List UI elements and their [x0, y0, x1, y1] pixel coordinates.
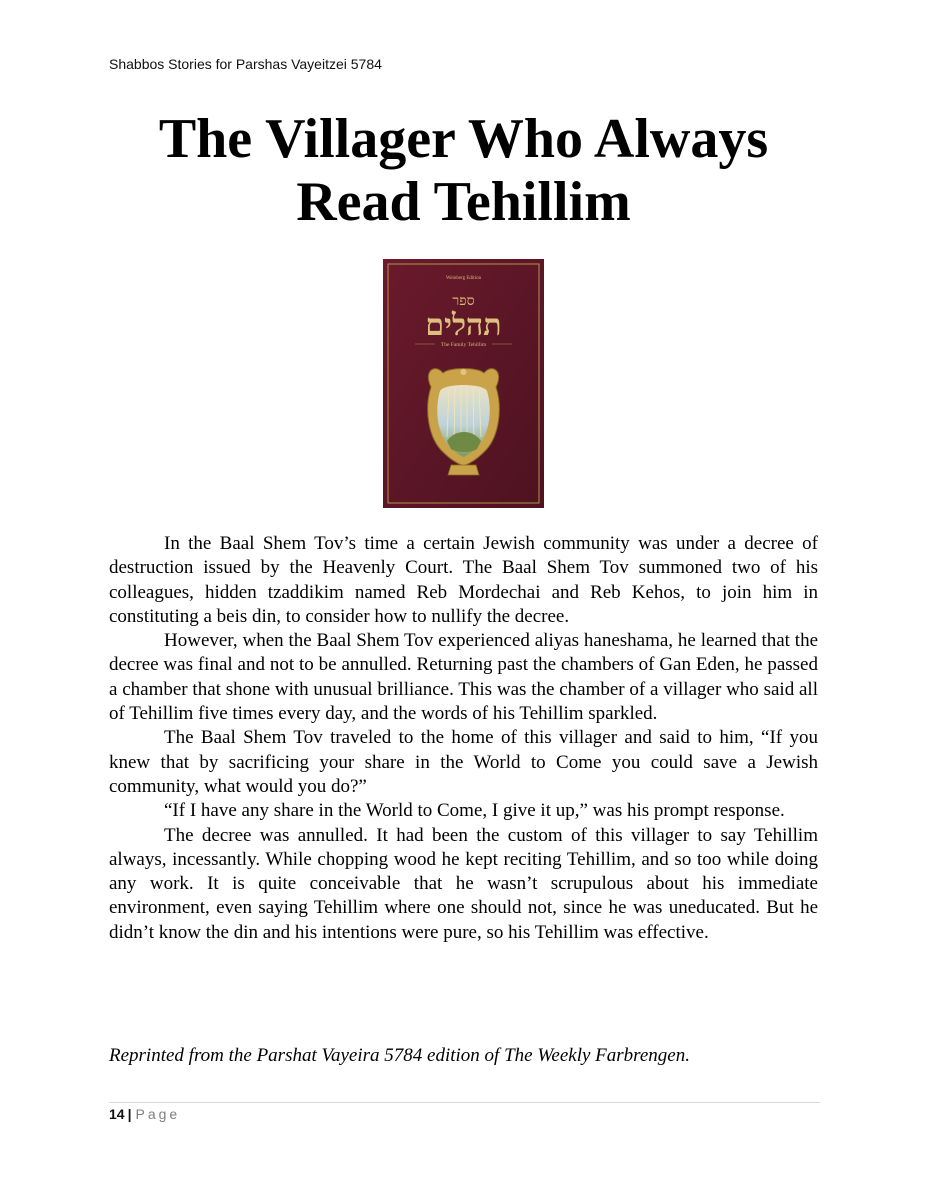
article-body — [109, 532, 818, 945]
footer-divider — [109, 1102, 820, 1103]
cover-hebrew-small: ספר — [452, 293, 475, 309]
cover-subtitle: The Family Tehillim — [440, 342, 487, 348]
article-title — [0, 108, 927, 234]
footer-separator: | — [127, 1106, 132, 1122]
page-footer — [109, 1106, 180, 1122]
page-header: Shabbos Stories for Parshas Vayeitzei 5784 — [109, 56, 382, 72]
body-paragraph: However, when the Baal Shem Tov experienced aliyas haneshama, he learned that the decree was final and not to be annulled. Returning past the chambers of Gan Eden, he passed a chamber that shone with unusual brilliance. This was the chamber of a villager who said all of Tehillim five times every day, and the words of his Tehillim sparkled. — [109, 630, 818, 725]
tehillim-book-cover-image — [383, 259, 544, 508]
body-paragraph: The decree was annulled. It had been the custom of this villager to say Tehillim always, incessantly. While chopping wood he kept reciting Tehillim, and so too while doing any work. It is quite conceivable that he wasn’t scrupulous about his immediate environment, even saying Tehillim where one should not, since he was uneducated. But he didn’t know the din and his intentions were pure, so his Tehillim was effective. — [109, 824, 818, 943]
title-line-1: The Villager Who Always — [158, 108, 769, 170]
reprint-credit: Reprinted from the Parshat Vayeira 5784 edition of The Weekly Farbrengen. — [109, 1045, 690, 1066]
body-paragraph: In the Baal Shem Tov’s time a certain Jewish community was under a decree of destruction issued by the Heavenly Court. The Baal Shem Tov summoned two of his colleagues, hidden tzaddikim named Reb Mordechai and Reb Kehos, to join him in constituting a beis din, to consider how to nullify the decree. — [109, 533, 818, 627]
page-number: 14 — [109, 1106, 125, 1122]
cover-top-text: Weinberg Edition — [445, 276, 482, 281]
body-paragraph: “If I have any share in the World to Come, I give it up,” was his prompt response. — [164, 800, 785, 822]
page-label: Page — [135, 1106, 181, 1122]
body-paragraph: The Baal Shem Tov traveled to the home of this villager and said to him, “If you knew that by sacrificing your share in the World to Come you could save a Jewish community, what would you do?” — [109, 727, 818, 797]
cover-hebrew-large: תהלים — [425, 308, 502, 343]
title-line-2: Read Tehillim — [296, 171, 631, 233]
